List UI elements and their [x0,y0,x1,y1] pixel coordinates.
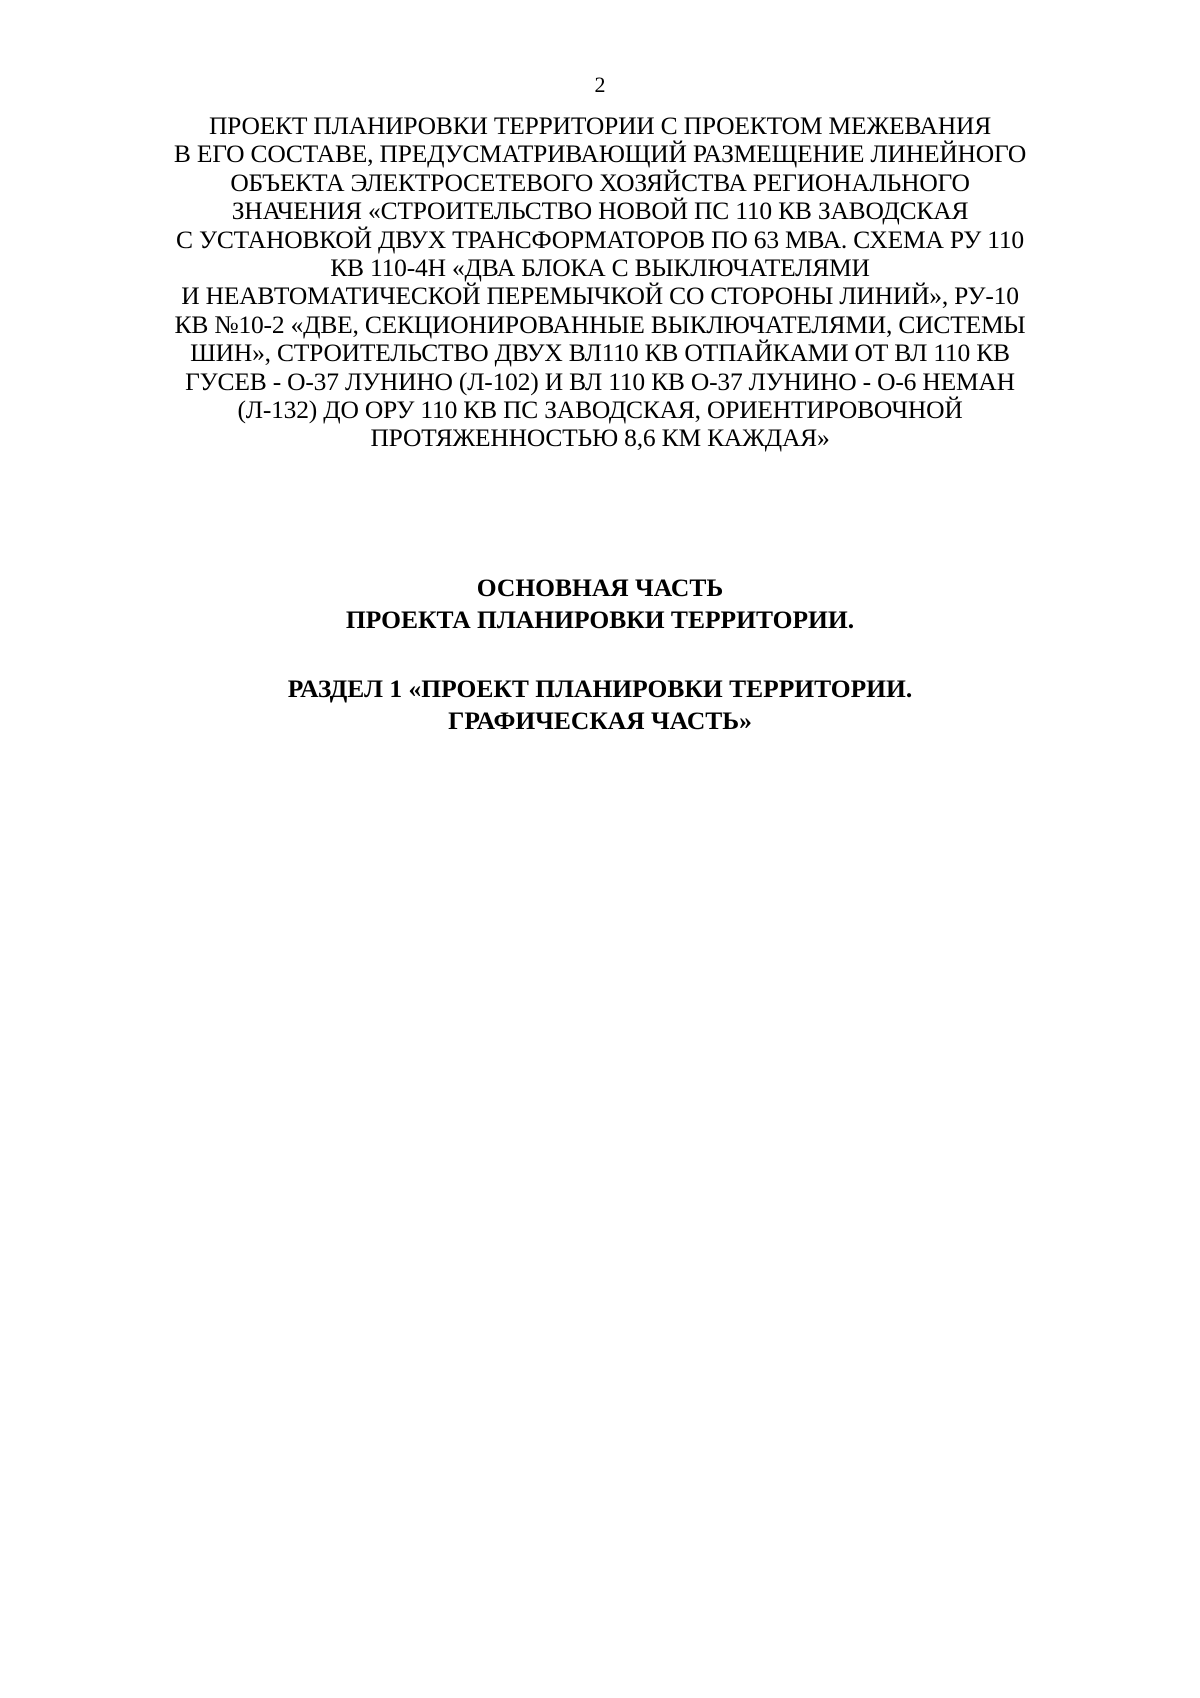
title-line: ОБЪЕКТА ЭЛЕКТРОСЕТЕВОГО ХОЗЯЙСТВА РЕГИОНАЛЬНОГО [230,167,970,197]
main-part-heading-line: ОСНОВНАЯ ЧАСТЬ [476,573,724,602]
section-heading [150,673,1050,737]
title-line: ЗНАЧЕНИЯ «СТРОИТЕЛЬСТВО НОВОЙ ПС 110 КВ ЗАВОДСКАЯ [231,196,969,226]
title-line: ПРОЕКТ ПЛАНИРОВКИ ТЕРРИТОРИИ С ПРОЕКТОМ МЕЖЕВАНИЯ [208,111,992,140]
page-number: 2 [594,72,606,97]
title-line: В ЕГО СОСТАВЕ, ПРЕДУСМАТРИВАЮЩИЙ РАЗМЕЩЕНИЕ ЛИНЕЙНОГО [173,139,1027,169]
section-heading-line: РАЗДЕЛ 1 «ПРОЕКТ ПЛАНИРОВКИ ТЕРРИТОРИИ. [287,674,913,703]
document-title [150,112,1050,453]
title-line: (Л-132) ДО ОРУ 110 КВ ПС ЗАВОДСКАЯ, ОРИЕНТИРОВОЧНОЙ [237,395,963,425]
title-line: И НЕАВТОМАТИЧЕСКОЙ ПЕРЕМЫЧКОЙ СО СТОРОНЫ ЛИНИЙ», РУ-10 [181,281,1019,311]
title-line: КВ №10-2 «ДВЕ, СЕКЦИОНИРОВАННЫЕ ВЫКЛЮЧАТЕЛЯМИ, СИСТЕМЫ [174,309,1026,339]
title-line: ПРОТЯЖЕННОСТЬЮ 8,6 КМ КАЖДАЯ» [370,423,830,453]
main-part-heading [150,572,1050,636]
section-heading-line: ГРАФИЧЕСКАЯ ЧАСТЬ» [448,706,752,735]
main-part-heading-line: ПРОЕКТА ПЛАНИРОВКИ ТЕРРИТОРИИ. [345,605,855,634]
title-line: ГУСЕВ - О-37 ЛУНИНО (Л-102) И ВЛ 110 КВ О-37 ЛУНИНО - О-6 НЕМАН [185,366,1015,396]
title-line: ШИН», СТРОИТЕЛЬСТВО ДВУХ ВЛ110 КВ ОТПАЙКАМИ ОТ ВЛ 110 КВ [190,338,1010,368]
title-line: С УСТАНОВКОЙ ДВУХ ТРАНСФОРМАТОРОВ ПО 63 МВА. СХЕМА РУ 110 [176,224,1024,254]
title-line: КВ 110-4Н «ДВА БЛОКА С ВЫКЛЮЧАТЕЛЯМИ [330,253,870,283]
